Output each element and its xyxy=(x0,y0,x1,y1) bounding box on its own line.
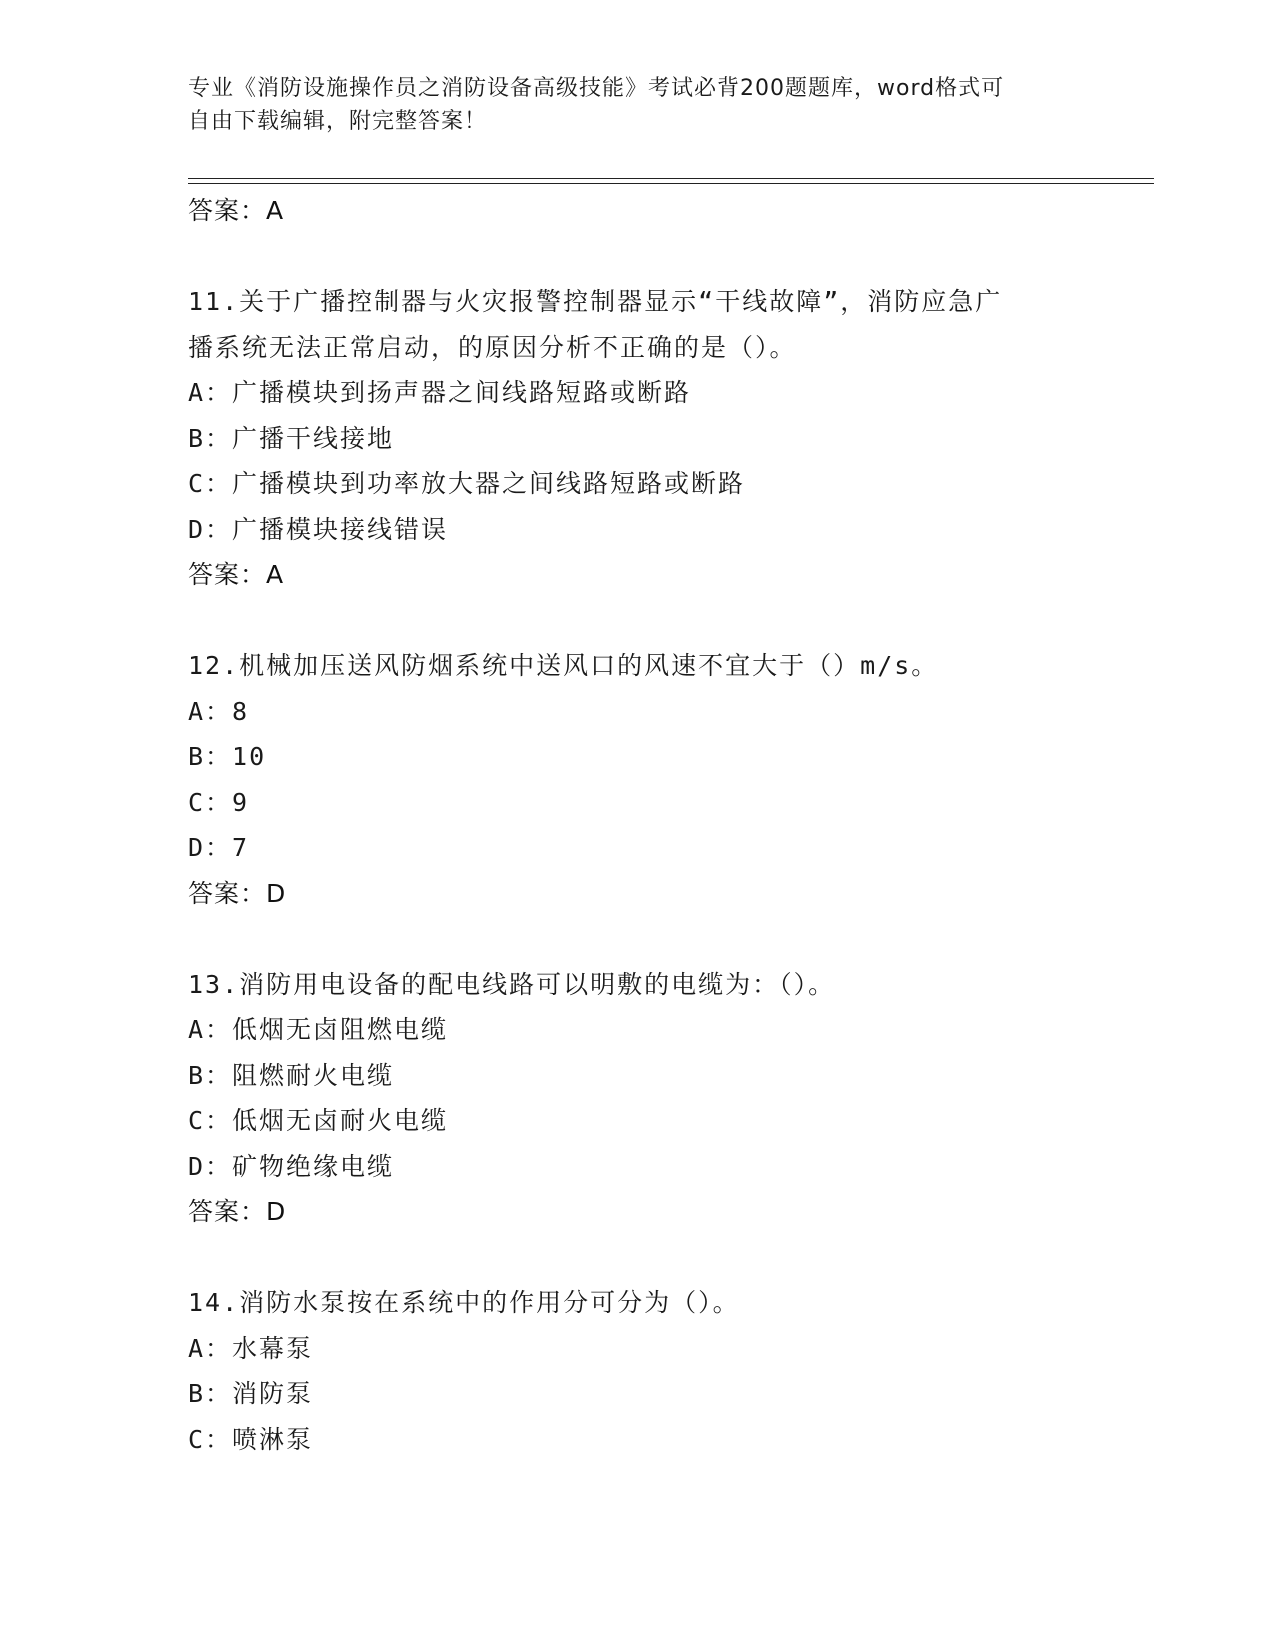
header-divider-top xyxy=(188,178,1154,179)
question-11-option-c: C：广播模块到功率放大器之间线路短路或断路 xyxy=(188,469,746,498)
question-14-option-c: C：喷淋泵 xyxy=(188,1424,314,1454)
document-body xyxy=(188,188,1154,1462)
question-13-text-line-1: 13.消防用电设备的配电线路可以明敷的电缆为：（）。 xyxy=(188,969,836,999)
header-divider-bottom xyxy=(188,183,1154,184)
spacer xyxy=(188,598,1154,644)
question-11-option-a: A：广播模块到扬声器之间线路短路或断路 xyxy=(188,378,692,407)
spacer xyxy=(188,916,1154,962)
question-11-answer: 答案：A xyxy=(188,560,285,589)
question-11-text-line-1: 11.关于广播控制器与火灾报警控制器显示“干线故障”，消防应急广 xyxy=(188,287,1003,316)
question-13 xyxy=(188,962,1154,1235)
question-12-text-line-1: 12.机械加压送风防烟系统中送风口的风速不宜大于（）m/s。 xyxy=(188,651,939,680)
answer-previous: 答案：A xyxy=(188,196,285,225)
question-12-option-c: C：9 xyxy=(188,787,250,817)
question-12-option-a: A：8 xyxy=(188,696,250,726)
question-11-option-b: B：广播干线接地 xyxy=(188,423,395,453)
spacer xyxy=(188,1235,1154,1281)
question-13-answer: 答案：D xyxy=(188,1197,287,1226)
question-14-option-a: A：水幕泵 xyxy=(188,1333,314,1363)
question-14-option-b: B：消防泵 xyxy=(188,1379,314,1408)
question-12 xyxy=(188,643,1154,916)
question-12-answer: 答案：D xyxy=(188,878,287,908)
question-14 xyxy=(188,1280,1154,1462)
header-line-1: 专业《消防设施操作员之消防设备高级技能》考试必背200题题库，word格式可 xyxy=(188,76,1005,101)
question-13-option-a: A：低烟无卤阻燃电缆 xyxy=(188,1015,449,1044)
question-14-text-line-1: 14.消防水泵按在系统中的作用分可分为（）。 xyxy=(188,1288,740,1317)
question-11 xyxy=(188,279,1154,598)
header-line-2: 自由下载编辑，附完整答案！ xyxy=(188,109,488,134)
question-13-option-b: B：阻燃耐火电缆 xyxy=(188,1060,395,1090)
question-11-text-line-2: 播系统无法正常启动，的原因分析不正确的是（）。 xyxy=(188,332,797,362)
question-12-option-b: B：10 xyxy=(188,742,267,771)
spacer xyxy=(188,234,1154,280)
document-header xyxy=(188,72,1088,138)
question-13-option-c: C：低烟无卤耐火电缆 xyxy=(188,1106,449,1135)
question-11-option-d: D：广播模块接线错误 xyxy=(188,514,449,544)
question-13-option-d: D：矿物绝缘电缆 xyxy=(188,1151,395,1181)
question-12-option-d: D：7 xyxy=(188,833,250,862)
